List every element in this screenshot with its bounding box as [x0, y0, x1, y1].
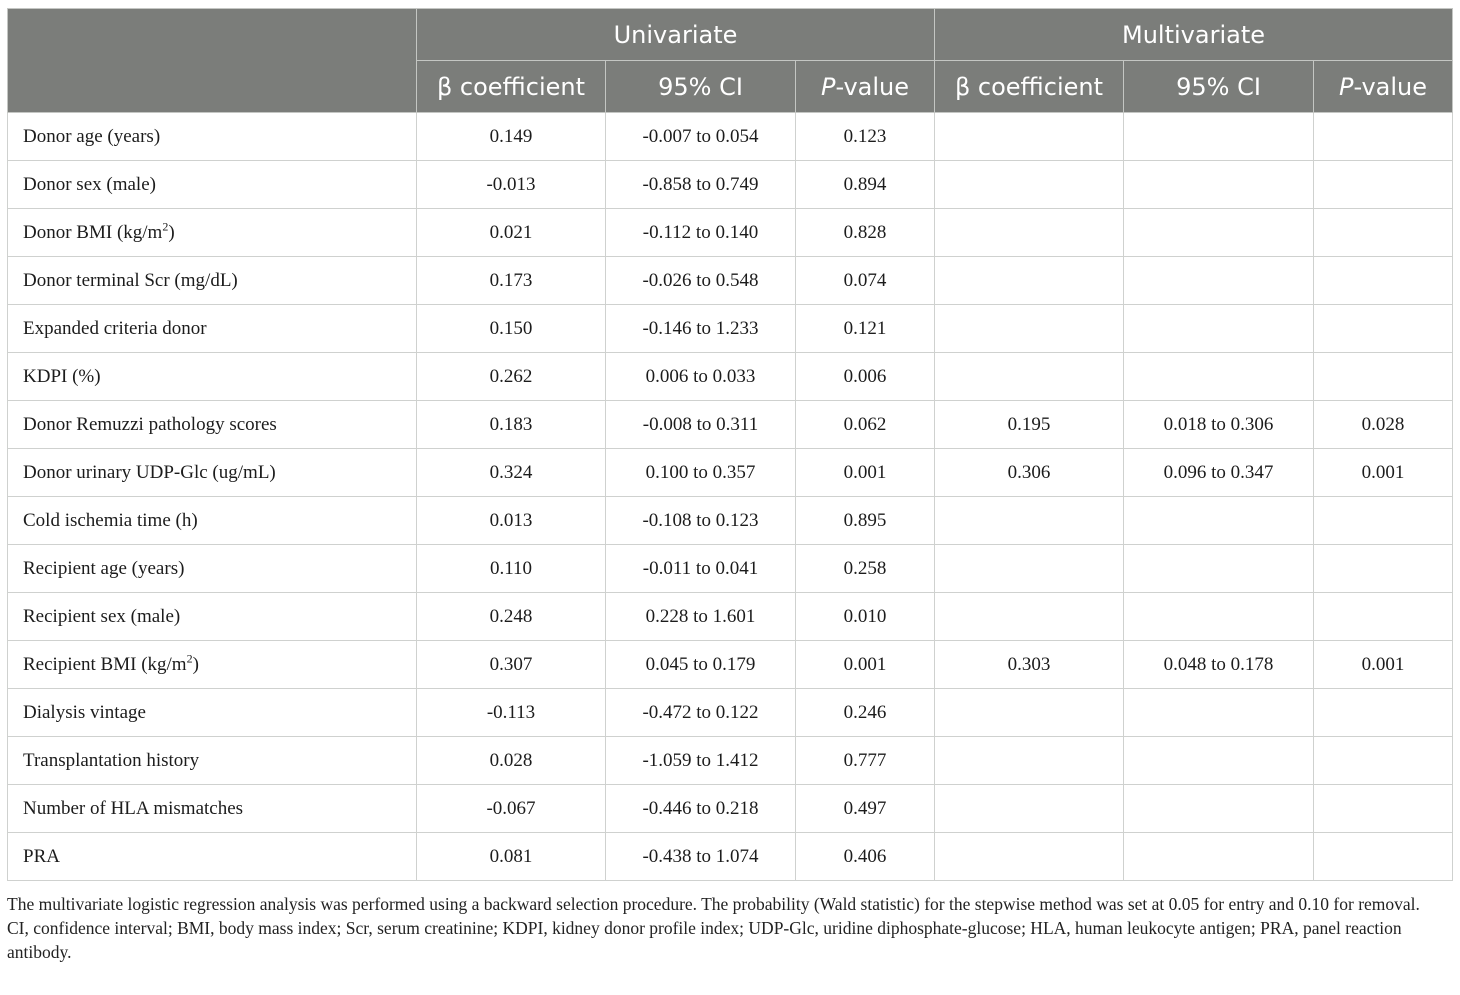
uni-p-cell: 0.246: [796, 689, 935, 737]
uni-ci-cell: 0.045 to 0.179: [606, 641, 796, 689]
uni-ci-cell: -0.011 to 0.041: [606, 545, 796, 593]
multi-ci-cell: [1124, 305, 1314, 353]
row-label: Donor sex (male): [8, 161, 417, 209]
footnote-method: The multivariate logistic regression analysis was performed using a backward selection procedure. The probability (Wald statistic) for the stepwise method was set at 0.05 for entry and 0.10 for removal.: [7, 894, 1420, 914]
table-row: [8, 785, 1453, 833]
header-uni-p: P-value: [796, 61, 935, 113]
multi-beta-cell: [935, 161, 1124, 209]
table-row: [8, 161, 1453, 209]
table-row: [8, 401, 1453, 449]
header-multi-ci: 95% CI: [1124, 61, 1314, 113]
table-row: [8, 833, 1453, 881]
multi-p-cell: [1314, 593, 1453, 641]
uni-beta-cell: -0.013: [417, 161, 606, 209]
multi-ci-cell: [1124, 689, 1314, 737]
uni-beta-cell: 0.262: [417, 353, 606, 401]
multi-p-cell: [1314, 737, 1453, 785]
table-row: [8, 257, 1453, 305]
uni-p-cell: 0.777: [796, 737, 935, 785]
uni-beta-cell: 0.081: [417, 833, 606, 881]
multi-beta-cell: [935, 785, 1124, 833]
table-row: [8, 689, 1453, 737]
multi-ci-cell: [1124, 785, 1314, 833]
uni-ci-cell: -0.446 to 0.218: [606, 785, 796, 833]
multi-beta-cell: [935, 833, 1124, 881]
multi-ci-cell: [1124, 161, 1314, 209]
uni-p-cell: 0.001: [796, 449, 935, 497]
table-body: [8, 113, 1453, 881]
table-row: [8, 545, 1453, 593]
row-label: Donor BMI $(kg/m^2)$: [8, 209, 417, 257]
header-multi-beta: β coefficient: [935, 61, 1124, 113]
row-label: Donor Remuzzi pathology scores: [8, 401, 417, 449]
table-row: [8, 449, 1453, 497]
uni-ci-cell: 0.006 to 0.033: [606, 353, 796, 401]
uni-p-cell: 0.006: [796, 353, 935, 401]
table-row: [8, 113, 1453, 161]
uni-beta-cell: 0.149: [417, 113, 606, 161]
uni-p-cell: 0.062: [796, 401, 935, 449]
uni-p-cell: 0.121: [796, 305, 935, 353]
uni-beta-cell: 0.183: [417, 401, 606, 449]
multi-beta-cell: [935, 353, 1124, 401]
uni-ci-cell: -0.026 to 0.548: [606, 257, 796, 305]
uni-beta-cell: 0.307: [417, 641, 606, 689]
header-multivariate: Multivariate: [935, 9, 1453, 61]
uni-ci-cell: -0.108 to 0.123: [606, 497, 796, 545]
multi-beta-cell: 0.303: [935, 641, 1124, 689]
row-label: KDPI (%): [8, 353, 417, 401]
multi-p-cell: [1314, 161, 1453, 209]
table-row: [8, 641, 1453, 689]
multi-p-cell: [1314, 257, 1453, 305]
uni-ci-cell: -0.112 to 0.140: [606, 209, 796, 257]
multi-beta-cell: [935, 113, 1124, 161]
table-footnotes: [7, 892, 1457, 964]
header-univariate: Univariate: [417, 9, 935, 61]
multi-beta-cell: [935, 209, 1124, 257]
uni-ci-cell: -1.059 to 1.412: [606, 737, 796, 785]
uni-beta-cell: 0.324: [417, 449, 606, 497]
multi-ci-cell: 0.048 to 0.178: [1124, 641, 1314, 689]
multi-beta-cell: [935, 497, 1124, 545]
multi-beta-cell: [935, 737, 1124, 785]
header-multi-p: P-value: [1314, 61, 1453, 113]
multi-p-cell: 0.028: [1314, 401, 1453, 449]
multi-beta-cell: [935, 689, 1124, 737]
uni-p-cell: 0.497: [796, 785, 935, 833]
uni-p-cell: 0.010: [796, 593, 935, 641]
regression-table: [7, 8, 1453, 881]
uni-ci-cell: 0.100 to 0.357: [606, 449, 796, 497]
multi-ci-cell: 0.096 to 0.347: [1124, 449, 1314, 497]
multi-ci-cell: [1124, 497, 1314, 545]
uni-beta-cell: -0.067: [417, 785, 606, 833]
table-row: [8, 209, 1453, 257]
row-label: Transplantation history: [8, 737, 417, 785]
multi-p-cell: [1314, 545, 1453, 593]
table-row: [8, 497, 1453, 545]
uni-p-cell: 0.123: [796, 113, 935, 161]
uni-ci-cell: -0.007 to 0.054: [606, 113, 796, 161]
uni-beta-cell: 0.173: [417, 257, 606, 305]
uni-ci-cell: -0.008 to 0.311: [606, 401, 796, 449]
row-label: Donor urinary UDP-Glc (ug/mL): [8, 449, 417, 497]
multi-beta-cell: 0.306: [935, 449, 1124, 497]
header-uni-beta: β coefficient: [417, 61, 606, 113]
uni-ci-cell: -0.858 to 0.749: [606, 161, 796, 209]
header-uni-ci: 95% CI: [606, 61, 796, 113]
row-label: Donor terminal Scr (mg/dL): [8, 257, 417, 305]
multi-beta-cell: [935, 593, 1124, 641]
multi-ci-cell: 0.018 to 0.306: [1124, 401, 1314, 449]
table-row: [8, 737, 1453, 785]
uni-p-cell: 0.001: [796, 641, 935, 689]
uni-ci-cell: -0.438 to 1.074: [606, 833, 796, 881]
table-row: [8, 305, 1453, 353]
uni-beta-cell: 0.248: [417, 593, 606, 641]
uni-p-cell: 0.894: [796, 161, 935, 209]
table-row: [8, 353, 1453, 401]
uni-p-cell: 0.406: [796, 833, 935, 881]
multi-p-cell: [1314, 689, 1453, 737]
uni-beta-cell: 0.028: [417, 737, 606, 785]
multi-ci-cell: [1124, 113, 1314, 161]
uni-p-cell: 0.828: [796, 209, 935, 257]
uni-ci-cell: 0.228 to 1.601: [606, 593, 796, 641]
row-label: Cold ischemia time (h): [8, 497, 417, 545]
row-label: Recipient BMI $(kg/m^2)$: [8, 641, 417, 689]
uni-beta-cell: -0.113: [417, 689, 606, 737]
footnote-abbreviations: CI, confidence interval; BMI, body mass index; Scr, serum creatinine; KDPI, kidney donor profile index; UDP-Glc, uridine diphosphate-glucose; HLA, human leukocyte antigen; PRA, panel reaction antibody.: [7, 918, 1402, 962]
row-label: Expanded criteria donor: [8, 305, 417, 353]
uni-p-cell: 0.258: [796, 545, 935, 593]
row-label: PRA: [8, 833, 417, 881]
uni-p-cell: 0.074: [796, 257, 935, 305]
uni-beta-cell: 0.110: [417, 545, 606, 593]
multi-beta-cell: [935, 305, 1124, 353]
multi-p-cell: [1314, 305, 1453, 353]
multi-beta-cell: 0.195: [935, 401, 1124, 449]
uni-ci-cell: -0.472 to 0.122: [606, 689, 796, 737]
multi-p-cell: [1314, 113, 1453, 161]
multi-ci-cell: [1124, 593, 1314, 641]
uni-beta-cell: 0.021: [417, 209, 606, 257]
multi-ci-cell: [1124, 209, 1314, 257]
header-variable-cell: [8, 9, 417, 113]
uni-beta-cell: 0.013: [417, 497, 606, 545]
multi-p-cell: [1314, 353, 1453, 401]
row-label: Recipient sex (male): [8, 593, 417, 641]
multi-ci-cell: [1124, 737, 1314, 785]
multi-p-cell: 0.001: [1314, 641, 1453, 689]
row-label: Number of HLA mismatches: [8, 785, 417, 833]
multi-ci-cell: [1124, 257, 1314, 305]
table-row: [8, 593, 1453, 641]
row-label: Dialysis vintage: [8, 689, 417, 737]
uni-p-cell: 0.895: [796, 497, 935, 545]
multi-p-cell: [1314, 785, 1453, 833]
multi-beta-cell: [935, 257, 1124, 305]
row-label: Recipient age (years): [8, 545, 417, 593]
multi-p-cell: [1314, 497, 1453, 545]
multi-p-cell: [1314, 209, 1453, 257]
header-group-row: [8, 9, 1453, 61]
multi-p-cell: [1314, 833, 1453, 881]
multi-beta-cell: [935, 545, 1124, 593]
uni-beta-cell: 0.150: [417, 305, 606, 353]
multi-ci-cell: [1124, 833, 1314, 881]
multi-p-cell: 0.001: [1314, 449, 1453, 497]
row-label: Donor age (years): [8, 113, 417, 161]
multi-ci-cell: [1124, 545, 1314, 593]
multi-ci-cell: [1124, 353, 1314, 401]
uni-ci-cell: -0.146 to 1.233: [606, 305, 796, 353]
